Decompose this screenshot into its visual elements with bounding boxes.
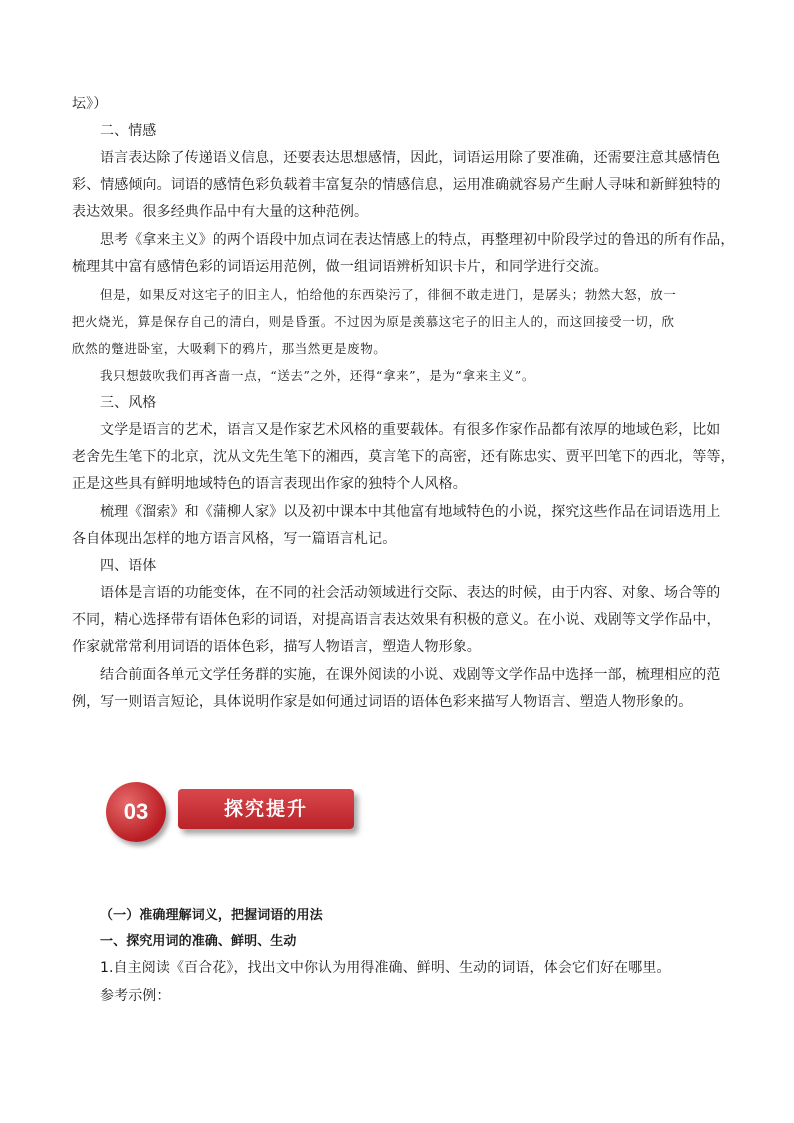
text-line: 不同，精心选择带有语体色彩的词语，对提高语言表达效果有积极的意义。在小说、戏剧等文学作品中， [72, 612, 721, 628]
badge-number: 03 [123, 799, 149, 824]
text-line: 梳理《溜索》和《蒲柳人家》以及初中课本中其他富有地域特色的小说，探究这些作品在词语选用上 [100, 504, 721, 520]
section-badge [104, 778, 364, 848]
quote-line: 但是，如果反对这宅子的旧主人，怕给他的东西染污了，徘徊不敢走进门，是孱头；勃然大怒，放一 [100, 287, 677, 302]
text-line: 表达效果。很多经典作品中有大量的这种范例。 [72, 204, 369, 220]
text-line: 坛》） [72, 96, 108, 112]
text-line: 梳理其中富有感情色彩的词语运用范例，做一组词语辨析知识卡片，和同学进行交流。 [72, 259, 608, 275]
text-line: 语言表达除了传递语义信息，还要表达思想感情，因此，词语运用除了要准确，还需要注意其感情色 [100, 150, 721, 166]
text-line: 语体是言语的功能变体，在不同的社会活动领域进行交际、表达的时候，由于内容、对象、场合等的 [100, 585, 721, 601]
section-heading-register: 四、语体 [100, 558, 157, 574]
text-line: 彩、情感倾向。词语的感情色彩负载着丰富复杂的情感信息，运用准确就容易产生耐人寻味和新鲜独特的 [72, 177, 721, 193]
text-line: 例，写一则语言短论，具体说明作家是如何通过词语的语体色彩来描写人物语言、塑造人物形象的。 [72, 694, 693, 710]
subsection-heading: （一）准确理解词义，把握词语的用法 [100, 908, 323, 923]
text-line: 结合前面各单元文学任务群的实施，在课外阅读的小说、戏剧等文学作品中选择一部，梳理相应的范 [100, 667, 721, 683]
subsection-heading: 一、探究用词的准确、鲜明、生动 [100, 934, 297, 949]
task-line: 1.自主阅读《百合花》，找出文中你认为用得准确、鲜明、生动的词语，体会它们好在哪里。 [100, 960, 671, 976]
example-label: 参考示例： [100, 988, 171, 1004]
text-line: 各自体现出怎样的地方语言风格，写一篇语言札记。 [72, 531, 397, 547]
section-heading-emotion: 二、情感 [100, 123, 157, 139]
quote-line: 欣然的蹩进卧室，大吸剩下的鸦片，那当然更是废物。 [72, 341, 387, 356]
quote-line: 我只想鼓吹我们再吝啬一点，“送去”之外，还得“拿来”，是为“拿来主义”。 [100, 368, 535, 383]
section-heading-style: 三、风格 [100, 395, 157, 411]
text-line: 正是这些具有鲜明地域特色的语言表现出作家的独特个人风格。 [72, 476, 467, 492]
text-line: 文学是语言的艺术，语言又是作家艺术风格的重要载体。有很多作家作品都有浓厚的地域色彩，比如 [100, 422, 721, 438]
text-line: 思考《拿来主义》的两个语段中加点词在表达情感上的特点，再整理初中阶段学过的鲁迅的所有作品， [100, 232, 735, 248]
badge-title: 探究提升 [223, 798, 308, 820]
text-line: 老舍先生笔下的北京，沈从文先生笔下的湘西，莫言笔下的高密，还有陈忠实、贾平凹笔下的西北，等等， [72, 449, 735, 465]
text-line: 作家就常常利用词语的语体色彩，描写人物语言，塑造人物形象。 [72, 639, 481, 655]
quote-line: 把火烧光，算是保存自己的清白，则是昏蛋。不过因为原是羡慕这宅子的旧主人的，而这回接受一切，欣 [72, 314, 675, 329]
